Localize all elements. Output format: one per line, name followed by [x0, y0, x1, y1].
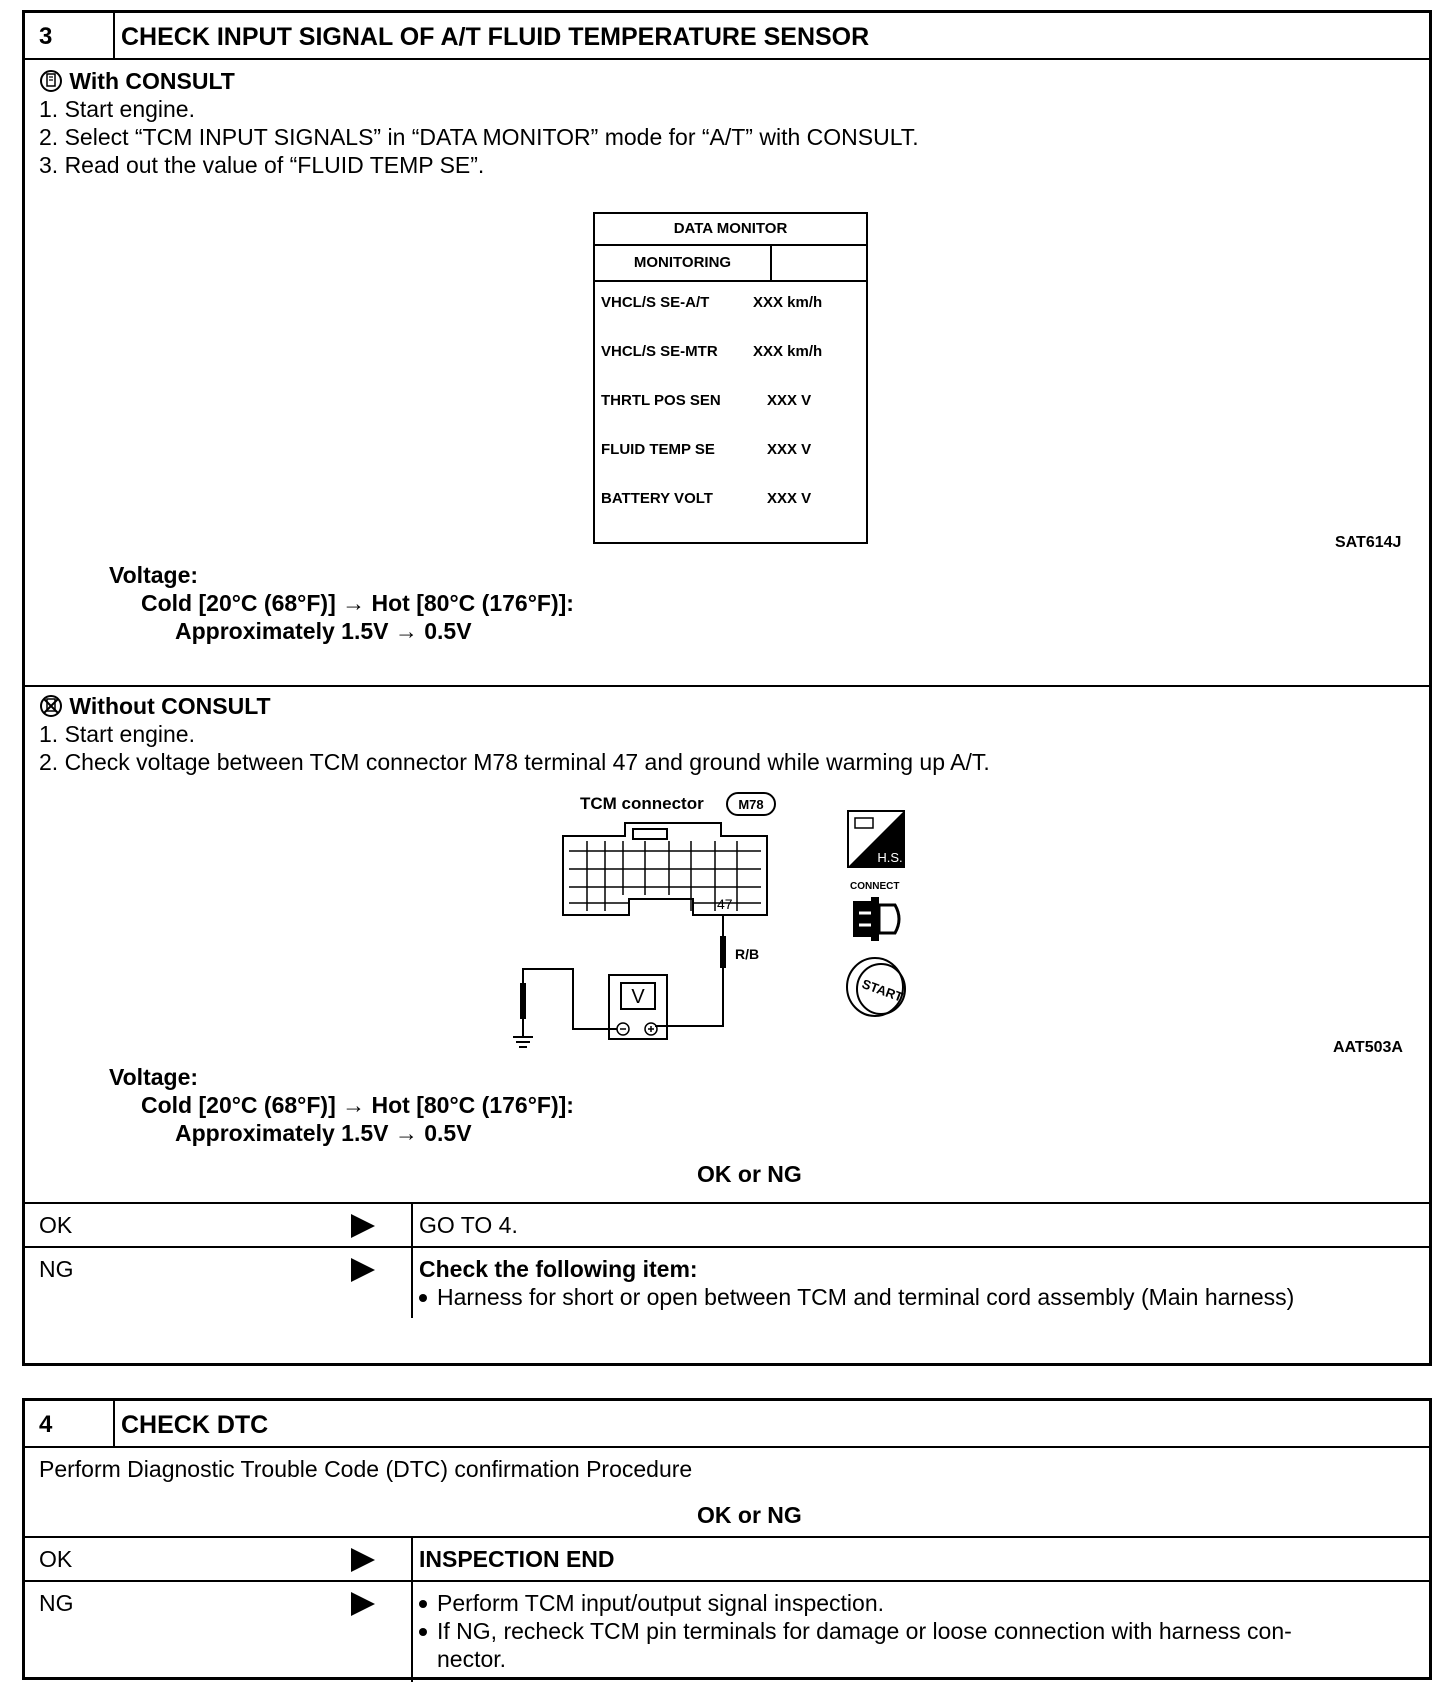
ng-item	[413, 1590, 884, 1617]
terminal-47-label: 47	[717, 896, 733, 912]
ng-item	[413, 1284, 1294, 1311]
ok-label: OK	[39, 1212, 73, 1238]
voltage-condition: Cold [20°C (68°F)] → Hot [80°C (176°F)]:	[141, 1092, 574, 1118]
monitor-item-name: THRTL POS SEN	[601, 392, 721, 409]
connector-id: M78	[738, 797, 764, 812]
ok-action: GO TO 4.	[419, 1212, 518, 1238]
monitor-item-value: XXX V	[767, 490, 812, 507]
ng-cell	[25, 1582, 413, 1682]
meter-lead-positive	[655, 968, 723, 1026]
with-consult-label: With CONSULT	[69, 68, 235, 94]
figure-id-aat503a: AAT503A	[1333, 1039, 1403, 1056]
voltage-condition: Cold [20°C (68°F)] → Hot [80°C (176°F)]:	[141, 590, 574, 616]
step4-number: 4	[25, 1401, 115, 1446]
monitoring-row	[595, 246, 866, 282]
ng-item-continuation: nector.	[437, 1646, 507, 1672]
arrow-right-icon	[351, 1258, 375, 1282]
ng-label: NG	[39, 1256, 74, 1282]
ok-cell	[25, 1538, 413, 1580]
ng-label: NG	[39, 1590, 74, 1616]
wire-color-label: R/B	[735, 946, 760, 962]
voltage-value: Approximately 1.5V → 0.5V	[175, 618, 472, 644]
ok-label: OK	[39, 1546, 73, 1572]
ok-action-cell	[413, 1204, 1429, 1246]
monitor-item-value: XXX km/h	[753, 343, 823, 360]
step4-text: Perform Diagnostic Trouble Code (DTC) confirmation Procedure	[39, 1456, 693, 1482]
monitor-item-name: FLUID TEMP SE	[601, 441, 715, 458]
ng-row	[25, 1580, 1429, 1682]
figure-id-sat614j: SAT614J	[1335, 534, 1402, 551]
monitor-item-name: VHCL/S SE-A/T	[601, 294, 710, 311]
ok-row	[25, 1536, 1429, 1580]
with-consult-step-2: 2. Select “TCM INPUT SIGNALS” in “DATA MONITOR” mode for “A/T” with CONSULT.	[39, 124, 919, 150]
meter-lead-negative	[523, 969, 617, 1029]
with-consult-step-1: 1. Start engine.	[39, 96, 195, 122]
monitor-item-name: VHCL/S SE-MTR	[601, 343, 718, 360]
ng-action-cell	[413, 1248, 1429, 1318]
arrow-right-icon	[351, 1548, 375, 1572]
ignition-start-icon	[845, 955, 909, 1019]
data-monitor-title: DATA MONITOR	[595, 214, 866, 246]
with-consult-heading	[39, 68, 235, 95]
ok-cell	[25, 1204, 413, 1246]
without-consult-step-1: 1. Start engine.	[39, 721, 195, 747]
probe-red	[720, 936, 726, 968]
ok-or-ng-label: OK or NG	[697, 1161, 802, 1187]
connect-icon-label: CONNECT	[850, 881, 900, 892]
step3-number: 3	[25, 13, 115, 58]
voltage-label: Voltage:	[109, 562, 199, 588]
voltage-label: Voltage:	[109, 1064, 199, 1090]
step4-box	[22, 1398, 1432, 1680]
step3-box	[22, 10, 1432, 1366]
step3-header	[25, 13, 1429, 60]
ok-action: INSPECTION END	[419, 1546, 615, 1572]
ng-item	[413, 1618, 1292, 1645]
ok-or-ng-label: OK or NG	[697, 1502, 802, 1528]
arrow-right-icon	[351, 1214, 375, 1238]
ng-item-text: If NG, recheck TCM pin terminals for damage or loose connection with harness con-	[437, 1618, 1292, 1644]
arrow-right-icon	[351, 1592, 375, 1616]
ok-row	[25, 1202, 1429, 1246]
step3-title: CHECK INPUT SIGNAL OF A/T FLUID TEMPERATURE SENSOR	[121, 23, 870, 51]
harness-icon-label: H.S.	[877, 850, 903, 865]
monitor-item-value: XXX km/h	[753, 294, 823, 311]
without-consult-heading	[39, 693, 271, 720]
harness-icon	[847, 810, 905, 868]
without-consult-label: Without CONSULT	[69, 693, 271, 719]
step4-header	[25, 1401, 1429, 1448]
monitor-item-value: XXX V	[767, 392, 812, 409]
voltmeter-symbol: V	[631, 986, 645, 1008]
ng-item-text: Harness for short or open between TCM and terminal cord assembly (Main harness)	[437, 1284, 1295, 1310]
ground-symbol	[513, 1037, 533, 1047]
monitoring-label: MONITORING	[595, 246, 772, 280]
ng-item-text: Perform TCM input/output signal inspection.	[437, 1590, 885, 1616]
ng-row	[25, 1246, 1429, 1318]
without-consult-section	[25, 687, 1429, 1202]
ng-heading: Check the following item:	[419, 1256, 698, 1282]
connector-label: TCM connector	[580, 794, 704, 813]
connector-latch	[633, 829, 667, 839]
monitor-item-name: BATTERY VOLT	[601, 490, 713, 507]
ng-action-cell	[413, 1582, 1429, 1682]
step4-body	[25, 1448, 1429, 1536]
step4-title: CHECK DTC	[121, 1411, 269, 1439]
bullet-icon	[419, 1600, 427, 1608]
ok-action-cell	[413, 1538, 1429, 1580]
voltage-value: Approximately 1.5V → 0.5V	[175, 1120, 472, 1146]
data-monitor-screen	[593, 212, 868, 544]
bullet-icon	[419, 1294, 427, 1302]
start-label: START	[860, 976, 905, 1005]
consult-icon	[39, 69, 63, 93]
probe-black	[520, 983, 526, 1019]
without-consult-step-2: 2. Check voltage between TCM connector M78 terminal 47 and ground while warming up A/T.	[39, 749, 990, 775]
monitor-item-value: XXX V	[767, 441, 812, 458]
with-consult-section	[25, 60, 1429, 687]
ng-cell	[25, 1248, 413, 1318]
no-consult-icon	[39, 694, 63, 718]
connect-icon	[849, 895, 905, 943]
with-consult-step-3: 3. Read out the value of “FLUID TEMP SE”.	[39, 152, 485, 178]
bullet-icon	[419, 1628, 427, 1636]
